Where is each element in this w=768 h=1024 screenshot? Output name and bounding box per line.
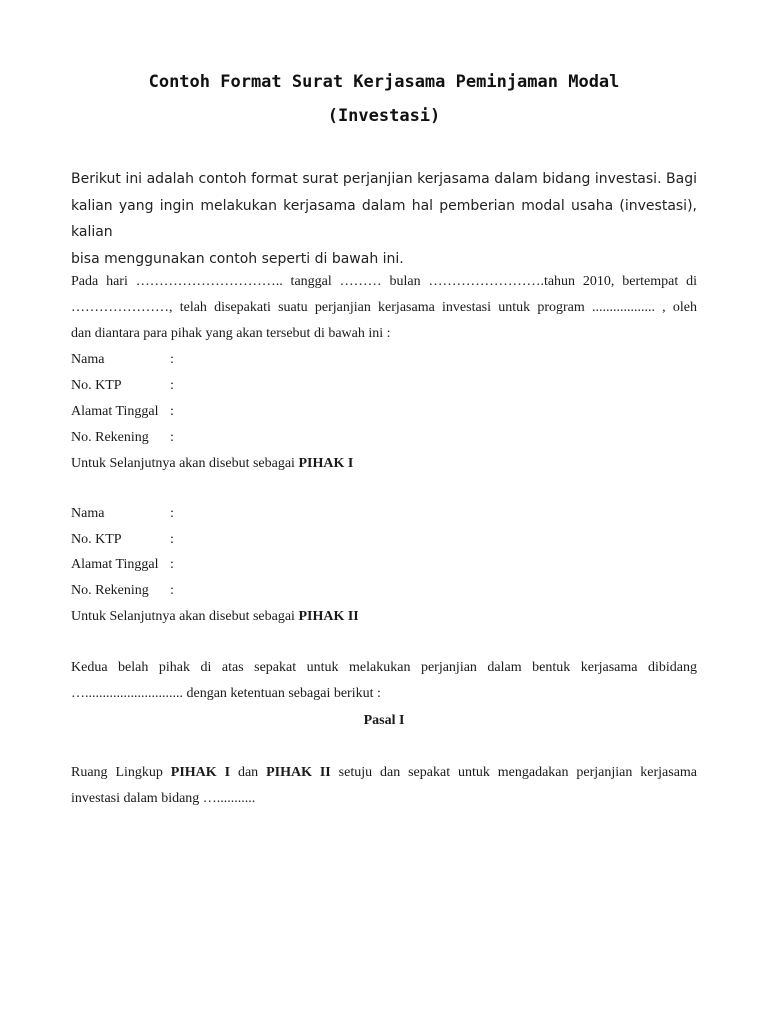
field-colon: : (170, 532, 174, 547)
opening-line: Pada hari ………………………….. tanggal ……… bulan …………………….tahun 2010, bertempat di (71, 274, 697, 289)
designation-name: PIHAK I (298, 456, 354, 471)
designation-name: PIHAK II (298, 609, 359, 624)
field-colon: : (170, 430, 174, 445)
field-label-ktp: No. KTP (71, 532, 122, 547)
pasal-heading (71, 713, 697, 729)
field-colon: : (170, 404, 174, 419)
field-colon: : (170, 506, 174, 521)
field-label-alamat: Alamat Tinggal (71, 557, 159, 572)
intro-line: bisa menggunakan contoh seperti di bawah ini. (71, 250, 404, 267)
intro-paragraph (71, 166, 697, 272)
field-label-ktp: No. KTP (71, 378, 122, 393)
field-label-alamat: Alamat Tinggal (71, 404, 159, 419)
party1-designation (71, 456, 697, 472)
pasal-text: Ruang Lingkup (71, 765, 163, 780)
pasal-text: setuju dan sepakat untuk mengadakan perjanjian kerjasama (338, 765, 698, 780)
field-colon: : (170, 557, 174, 572)
pasal-party1: PIHAK I (170, 765, 231, 780)
document-subtitle: (Investasi) (327, 106, 441, 126)
designation-prefix: Untuk Selanjutnya akan disebut sebagai (71, 456, 295, 471)
field-label-rekening: No. Rekening (71, 583, 149, 598)
opening-line: …………………, telah disepakati suatu perjanjian kerjasama investasi untuk program .................. , oleh (71, 300, 697, 315)
pasal-text: dan (237, 765, 259, 780)
designation-prefix: Untuk Selanjutnya akan disebut sebagai (71, 609, 295, 624)
pasal-party2: PIHAK II (266, 765, 331, 780)
field-label-nama: Nama (71, 352, 105, 367)
pasal-line (71, 765, 697, 781)
opening-line: dan diantara para pihak yang akan tersebut di bawah ini : (71, 326, 391, 341)
field-label-rekening: No. Rekening (71, 430, 149, 445)
intro-line: Berikut ini adalah contoh format surat perjanjian kerjasama dalam bidang investasi. Bagi (71, 171, 697, 187)
field-colon: : (170, 352, 174, 367)
pasal-line: investasi dalam bidang …........... (71, 791, 256, 806)
pasal-heading-text: Pasal I (363, 713, 405, 728)
field-colon: : (170, 583, 174, 598)
document-title: Contoh Format Surat Kerjasama Peminjaman Modal (148, 72, 620, 92)
party2-designation (71, 609, 697, 625)
intro-line: kalian yang ingin melakukan kerjasama dalam hal pemberian modal usaha (investasi), kalian (71, 197, 697, 240)
agreement-line: …............................ dengan ketentuan sebagai berikut : (71, 686, 381, 701)
field-colon: : (170, 378, 174, 393)
field-label-nama: Nama (71, 506, 105, 521)
agreement-line: Kedua belah pihak di atas sepakat untuk melakukan perjanjian dalam bentuk kerjasama dibidang (71, 660, 697, 675)
